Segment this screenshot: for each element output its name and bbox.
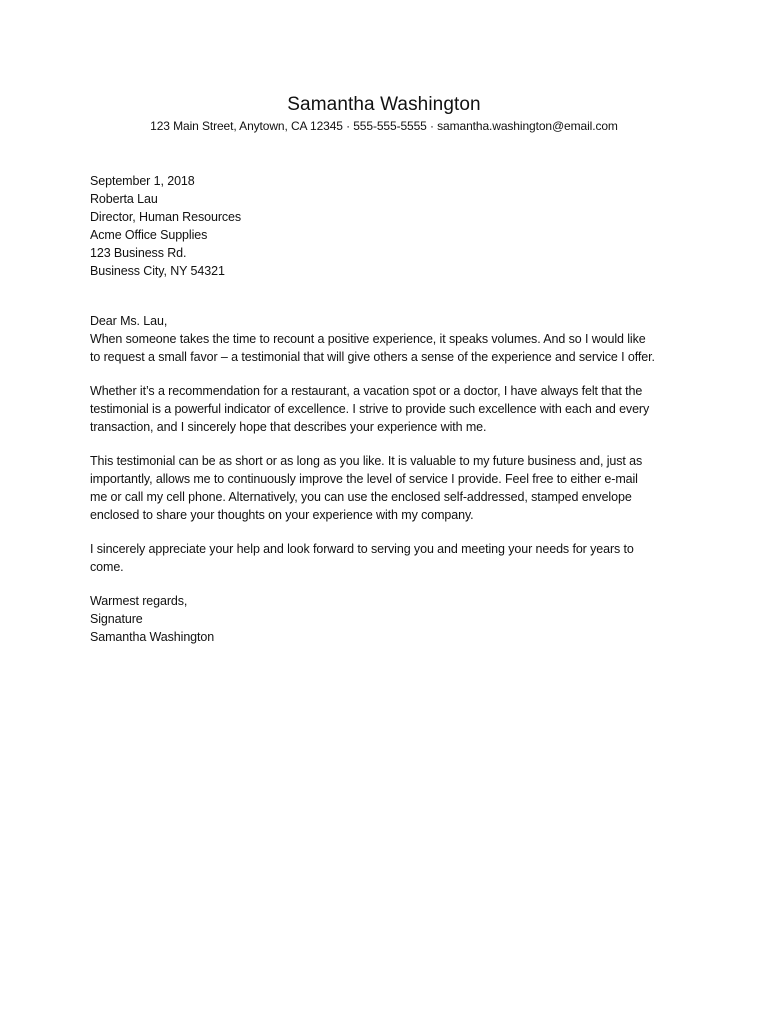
sender-contact-line: 123 Main Street, Anytown, CA 12345 · 555-555-5555 · samantha.washington@email.com	[150, 119, 618, 133]
paragraph-line: testimonial is a powerful indicator of excellence. I strive to provide such excellence with each and every	[90, 402, 650, 416]
paragraph-line: come.	[90, 560, 124, 574]
paragraph-line: transaction, and I sincerely hope that describes your experience with me.	[90, 420, 487, 434]
paragraph-line: This testimonial can be as short or as long as you like. It is valuable to my future business and, just as	[90, 454, 643, 468]
signer-name: Samantha Washington	[90, 630, 215, 644]
recipient-name: Roberta Lau	[90, 192, 158, 206]
paragraph-line: Whether it’s a recommendation for a restaurant, a vacation spot or a doctor, I have always felt that the	[90, 384, 643, 398]
paragraph-line: I sincerely appreciate your help and look forward to serving you and meeting your needs for years to	[90, 542, 634, 556]
paragraph-line: importantly, allows me to continuously improve the level of service I provide. Feel free to either e-mail	[90, 472, 638, 486]
recipient-title: Director, Human Resources	[90, 210, 242, 224]
body-paragraph-3	[90, 452, 690, 524]
closing: Warmest regards,	[90, 594, 188, 608]
letter-date: September 1, 2018	[90, 174, 195, 188]
sender-name: Samantha Washington	[287, 94, 481, 115]
paragraph-line: When someone takes the time to recount a positive experience, it speaks volumes. And so I would like	[90, 332, 646, 346]
salutation: Dear Ms. Lau,	[90, 314, 168, 328]
recipient-city: Business City, NY 54321	[90, 264, 225, 278]
paragraph-line: enclosed to share your thoughts on your experience with my company.	[90, 508, 474, 522]
signature-placeholder: Signature	[90, 612, 143, 626]
recipient-address-block	[90, 190, 690, 280]
paragraph-line: me or call my cell phone. Alternatively, you can use the enclosed self-addressed, stamped envelope	[90, 490, 632, 504]
paragraph-line: to request a small favor – a testimonial that will give others a sense of the experience and service I offer.	[90, 350, 655, 364]
recipient-company: Acme Office Supplies	[90, 228, 208, 242]
body-paragraph-1	[90, 330, 690, 366]
letter-body	[90, 172, 690, 646]
recipient-street: 123 Business Rd.	[90, 246, 187, 260]
body-paragraph-4	[90, 540, 690, 576]
body-paragraph-2	[90, 382, 690, 436]
